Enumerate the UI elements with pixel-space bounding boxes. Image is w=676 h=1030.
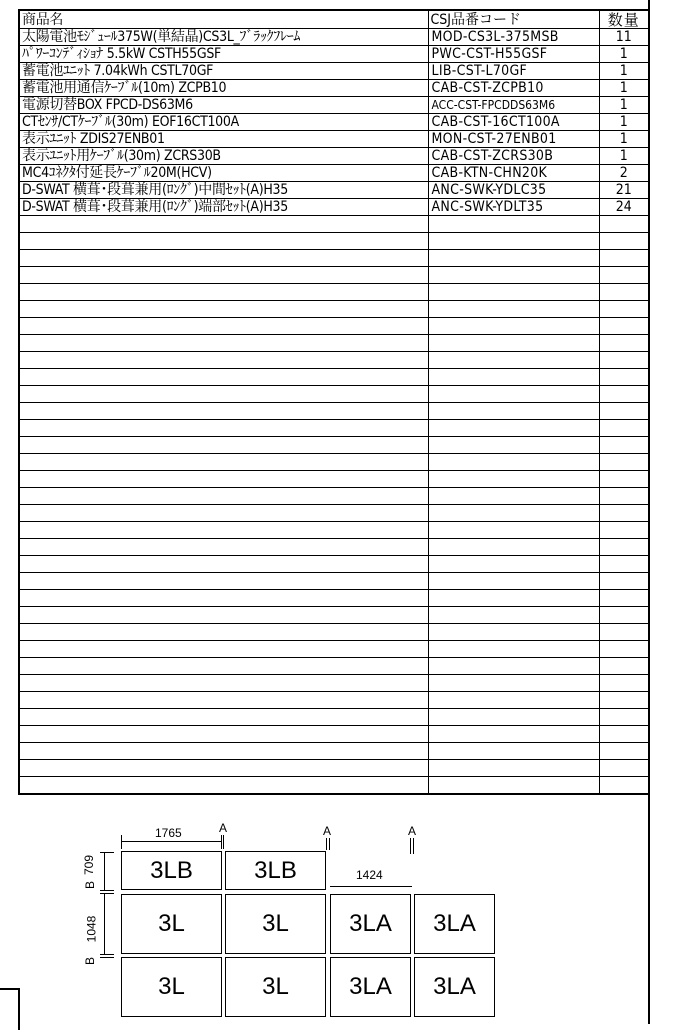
cell-product-name bbox=[19, 726, 428, 743]
cell-csj-code bbox=[428, 573, 599, 590]
cell-product-name bbox=[19, 488, 428, 505]
cell-csj-code bbox=[428, 658, 599, 675]
empty-table-row bbox=[19, 505, 649, 522]
dim-width-large: 1765 bbox=[155, 826, 182, 840]
cell-csj-code bbox=[428, 726, 599, 743]
cell-csj-code: MOD-CS3L-375MSB bbox=[428, 29, 599, 46]
table-row bbox=[19, 114, 649, 131]
empty-table-row bbox=[19, 573, 649, 590]
cell-quantity bbox=[599, 590, 649, 607]
cell-product-name bbox=[19, 471, 428, 488]
cell-csj-code bbox=[428, 335, 599, 352]
cell-csj-code bbox=[428, 471, 599, 488]
cell-product-name: CTｾﾝｻ/CTｹｰﾌﾞﾙ(30m) EOF16CT100A bbox=[19, 114, 428, 131]
dim-tick bbox=[410, 838, 411, 854]
cell-csj-code bbox=[428, 301, 599, 318]
mark-a-3: A bbox=[408, 824, 417, 838]
empty-table-row bbox=[19, 488, 649, 505]
cell-csj-code: CAB-CST-16CT100A bbox=[428, 114, 599, 131]
cell-csj-code bbox=[428, 386, 599, 403]
empty-table-row bbox=[19, 216, 649, 233]
cell-csj-code bbox=[428, 760, 599, 777]
cell-quantity: 1 bbox=[599, 114, 649, 131]
cell-csj-code bbox=[428, 403, 599, 420]
panel-3l: 3L bbox=[121, 894, 222, 954]
table-row bbox=[19, 148, 649, 165]
cell-product-name bbox=[19, 437, 428, 454]
cell-quantity bbox=[599, 488, 649, 505]
cell-quantity bbox=[599, 301, 649, 318]
cell-product-name bbox=[19, 403, 428, 420]
cell-product-name bbox=[19, 556, 428, 573]
cell-product-name bbox=[19, 777, 428, 795]
cell-quantity bbox=[599, 369, 649, 386]
cell-quantity bbox=[599, 471, 649, 488]
table-row bbox=[19, 63, 649, 80]
dim-line-width-small bbox=[330, 886, 412, 887]
cell-csj-code: ANC-SWK-YDLT35 bbox=[428, 199, 599, 216]
cell-quantity: 1 bbox=[599, 63, 649, 80]
cell-product-name bbox=[19, 335, 428, 352]
cell-quantity: 1 bbox=[599, 46, 649, 63]
table-row bbox=[19, 29, 649, 46]
cell-product-name bbox=[19, 233, 428, 250]
cell-csj-code bbox=[428, 250, 599, 267]
cell-quantity bbox=[599, 403, 649, 420]
cell-csj-code bbox=[428, 590, 599, 607]
cell-product-name: ﾊﾟﾜｰｺﾝﾃﾞｨｼｮﾅ 5.5kW CSTH55GSF bbox=[19, 46, 428, 63]
dim-tick bbox=[221, 835, 222, 849]
cell-quantity bbox=[599, 420, 649, 437]
cell-csj-code bbox=[428, 420, 599, 437]
empty-table-row bbox=[19, 250, 649, 267]
empty-table-row bbox=[19, 318, 649, 335]
cell-quantity: 2 bbox=[599, 165, 649, 182]
cell-csj-code: ANC-SWK-YDLC35 bbox=[428, 182, 599, 199]
cell-product-name: 電源切替BOX FPCD-DS63M6 bbox=[19, 97, 428, 114]
cell-csj-code bbox=[428, 505, 599, 522]
dim-width-small: 1424 bbox=[356, 868, 383, 882]
cell-product-name bbox=[19, 709, 428, 726]
cell-quantity: 1 bbox=[599, 97, 649, 114]
cell-quantity bbox=[599, 522, 649, 539]
panel-3l: 3L bbox=[121, 957, 222, 1017]
cell-product-name bbox=[19, 267, 428, 284]
cell-csj-code bbox=[428, 743, 599, 760]
cell-csj-code bbox=[428, 522, 599, 539]
cell-quantity: 1 bbox=[599, 80, 649, 97]
cell-quantity: 11 bbox=[599, 29, 649, 46]
cell-product-name: 表示ﾕﾆｯﾄ用ｹｰﾌﾞﾙ(30m) ZCRS30B bbox=[19, 148, 428, 165]
cell-csj-code bbox=[428, 318, 599, 335]
cell-product-name bbox=[19, 250, 428, 267]
empty-table-row bbox=[19, 539, 649, 556]
empty-table-row bbox=[19, 233, 649, 250]
cell-csj-code bbox=[428, 675, 599, 692]
empty-table-row bbox=[19, 692, 649, 709]
cell-product-name bbox=[19, 284, 428, 301]
cell-product-name bbox=[19, 454, 428, 471]
panel-3la: 3LA bbox=[330, 894, 411, 954]
dim-tick bbox=[100, 957, 114, 958]
dim-height-b: 709 bbox=[82, 854, 97, 876]
cell-csj-code bbox=[428, 233, 599, 250]
empty-table-row bbox=[19, 522, 649, 539]
cell-product-name bbox=[19, 369, 428, 386]
cell-product-name: 太陽電池ﾓｼﾞｭｰﾙ375W(単結晶)CS3L_ﾌﾞﾗｯｸﾌﾚｰﾑ bbox=[19, 29, 428, 46]
cell-quantity bbox=[599, 658, 649, 675]
cell-quantity bbox=[599, 743, 649, 760]
panel-3la: 3LA bbox=[414, 957, 495, 1017]
cell-quantity bbox=[599, 607, 649, 624]
cell-csj-code bbox=[428, 709, 599, 726]
empty-table-row bbox=[19, 556, 649, 573]
empty-table-row bbox=[19, 590, 649, 607]
cell-product-name bbox=[19, 216, 428, 233]
cell-product-name bbox=[19, 760, 428, 777]
cell-quantity: 21 bbox=[599, 182, 649, 199]
empty-table-row bbox=[19, 454, 649, 471]
cell-product-name bbox=[19, 522, 428, 539]
dim-height-main: 1048 bbox=[84, 915, 99, 943]
table-row bbox=[19, 199, 649, 216]
cell-csj-code bbox=[428, 454, 599, 471]
header-product-name: 商品名 bbox=[19, 10, 428, 29]
dim-tick bbox=[100, 893, 114, 894]
cell-product-name bbox=[19, 658, 428, 675]
cell-quantity bbox=[599, 216, 649, 233]
cell-product-name bbox=[19, 301, 428, 318]
empty-table-row bbox=[19, 471, 649, 488]
empty-table-row bbox=[19, 607, 649, 624]
mark-a-1: A bbox=[219, 821, 228, 835]
dim-tick bbox=[326, 838, 327, 850]
cell-quantity bbox=[599, 760, 649, 777]
table-row bbox=[19, 97, 649, 114]
cell-quantity bbox=[599, 726, 649, 743]
table-row bbox=[19, 46, 649, 63]
cell-csj-code: CAB-KTN-CHN20K bbox=[428, 165, 599, 182]
cell-quantity bbox=[599, 505, 649, 522]
panel-3la: 3LA bbox=[414, 894, 495, 954]
panel-3l: 3L bbox=[225, 957, 326, 1017]
empty-table-row bbox=[19, 267, 649, 284]
cell-csj-code: PWC-CST-H55GSF bbox=[428, 46, 599, 63]
cell-quantity bbox=[599, 284, 649, 301]
cell-csj-code: LIB-CST-L70GF bbox=[428, 63, 599, 80]
dim-tick bbox=[121, 835, 122, 849]
dim-tick bbox=[100, 890, 114, 891]
cell-product-name bbox=[19, 607, 428, 624]
dim-tick bbox=[329, 838, 330, 850]
cell-csj-code bbox=[428, 267, 599, 284]
mark-b-1: B bbox=[83, 880, 98, 890]
empty-table-row bbox=[19, 420, 649, 437]
empty-table-row bbox=[19, 726, 649, 743]
cell-quantity bbox=[599, 539, 649, 556]
dim-tick bbox=[223, 835, 224, 849]
cell-product-name: 表示ﾕﾆｯﾄ ZDIS27ENB01 bbox=[19, 131, 428, 148]
cell-product-name bbox=[19, 386, 428, 403]
panel-3lb: 3LB bbox=[121, 851, 222, 890]
cell-quantity bbox=[599, 692, 649, 709]
cell-product-name bbox=[19, 352, 428, 369]
cell-quantity: 24 bbox=[599, 199, 649, 216]
cell-csj-code: MON-CST-27ENB01 bbox=[428, 131, 599, 148]
cell-product-name bbox=[19, 505, 428, 522]
cell-csj-code bbox=[428, 556, 599, 573]
cell-product-name bbox=[19, 624, 428, 641]
table-header-row bbox=[19, 10, 649, 29]
cell-quantity bbox=[599, 386, 649, 403]
cell-quantity bbox=[599, 641, 649, 658]
cell-product-name bbox=[19, 590, 428, 607]
cell-csj-code bbox=[428, 539, 599, 556]
cell-quantity bbox=[599, 454, 649, 471]
cell-quantity bbox=[599, 318, 649, 335]
cell-quantity bbox=[599, 352, 649, 369]
dim-tick bbox=[100, 852, 114, 853]
dim-line-width-large bbox=[121, 841, 222, 842]
cell-product-name bbox=[19, 641, 428, 658]
cell-csj-code bbox=[428, 437, 599, 454]
cell-product-name bbox=[19, 318, 428, 335]
empty-table-row bbox=[19, 403, 649, 420]
cell-csj-code bbox=[428, 284, 599, 301]
cell-quantity bbox=[599, 267, 649, 284]
empty-table-row bbox=[19, 709, 649, 726]
cell-product-name bbox=[19, 539, 428, 556]
empty-table-row bbox=[19, 352, 649, 369]
empty-table-row bbox=[19, 437, 649, 454]
empty-table-row bbox=[19, 760, 649, 777]
cell-product-name: MC4ｺﾈｸﾀ付延長ｹｰﾌﾞﾙ20M(HCV) bbox=[19, 165, 428, 182]
empty-table-row bbox=[19, 743, 649, 760]
cell-csj-code: CAB-CST-ZCRS30B bbox=[428, 148, 599, 165]
empty-table-row bbox=[19, 335, 649, 352]
cell-csj-code bbox=[428, 352, 599, 369]
cell-quantity bbox=[599, 556, 649, 573]
mark-b-2: B bbox=[83, 956, 98, 966]
cell-csj-code bbox=[428, 692, 599, 709]
dim-tick bbox=[100, 954, 114, 955]
cell-product-name: 蓄電池ﾕﾆｯﾄ 7.04kWh CSTL70GF bbox=[19, 63, 428, 80]
cell-quantity bbox=[599, 250, 649, 267]
cell-product-name bbox=[19, 675, 428, 692]
cell-csj-code bbox=[428, 607, 599, 624]
empty-table-row bbox=[19, 301, 649, 318]
panel-3l: 3L bbox=[225, 894, 326, 954]
empty-table-row bbox=[19, 777, 649, 795]
cell-quantity: 1 bbox=[599, 148, 649, 165]
cell-quantity bbox=[599, 709, 649, 726]
cell-product-name: D-SWAT 横葺･段葺兼用(ﾛﾝｸﾞ)中間ｾｯﾄ(A)H35 bbox=[19, 182, 428, 199]
dim-tick bbox=[413, 838, 414, 854]
cell-quantity bbox=[599, 675, 649, 692]
cell-quantity: 1 bbox=[599, 131, 649, 148]
cell-product-name: 蓄電池用通信ｹｰﾌﾞﾙ(10m) ZCPB10 bbox=[19, 80, 428, 97]
dim-line-height-main bbox=[104, 894, 105, 954]
panel-3lb: 3LB bbox=[225, 851, 326, 890]
header-csj-code: CSJ品番コード bbox=[428, 10, 599, 29]
cell-quantity bbox=[599, 573, 649, 590]
table-row bbox=[19, 182, 649, 199]
cell-quantity bbox=[599, 624, 649, 641]
empty-table-row bbox=[19, 284, 649, 301]
cell-csj-code bbox=[428, 624, 599, 641]
cell-csj-code bbox=[428, 777, 599, 795]
cell-product-name bbox=[19, 420, 428, 437]
empty-table-row bbox=[19, 658, 649, 675]
cell-csj-code bbox=[428, 216, 599, 233]
cell-product-name bbox=[19, 743, 428, 760]
parts-table bbox=[18, 9, 650, 795]
cell-quantity bbox=[599, 233, 649, 250]
empty-table-row bbox=[19, 641, 649, 658]
table-row bbox=[19, 165, 649, 182]
cell-csj-code bbox=[428, 641, 599, 658]
cell-quantity bbox=[599, 777, 649, 795]
dim-line-height-b bbox=[104, 852, 105, 890]
cell-csj-code bbox=[428, 369, 599, 386]
cell-csj-code bbox=[428, 488, 599, 505]
cell-product-name bbox=[19, 573, 428, 590]
cell-csj-code: ACC-CST-FPCDDS63M6 bbox=[428, 97, 599, 114]
panel-3la: 3LA bbox=[330, 957, 411, 1017]
mark-a-2: A bbox=[323, 824, 332, 838]
table-row bbox=[19, 80, 649, 97]
cell-csj-code: CAB-CST-ZCPB10 bbox=[428, 80, 599, 97]
cell-quantity bbox=[599, 335, 649, 352]
empty-table-row bbox=[19, 675, 649, 692]
cell-product-name bbox=[19, 692, 428, 709]
empty-table-row bbox=[19, 369, 649, 386]
cell-quantity bbox=[599, 437, 649, 454]
empty-table-row bbox=[19, 386, 649, 403]
empty-table-row bbox=[19, 624, 649, 641]
header-quantity: 数量 bbox=[599, 10, 649, 29]
table-row bbox=[19, 131, 649, 148]
cell-product-name: D-SWAT 横葺･段葺兼用(ﾛﾝｸﾞ)端部ｾｯﾄ(A)H35 bbox=[19, 199, 428, 216]
